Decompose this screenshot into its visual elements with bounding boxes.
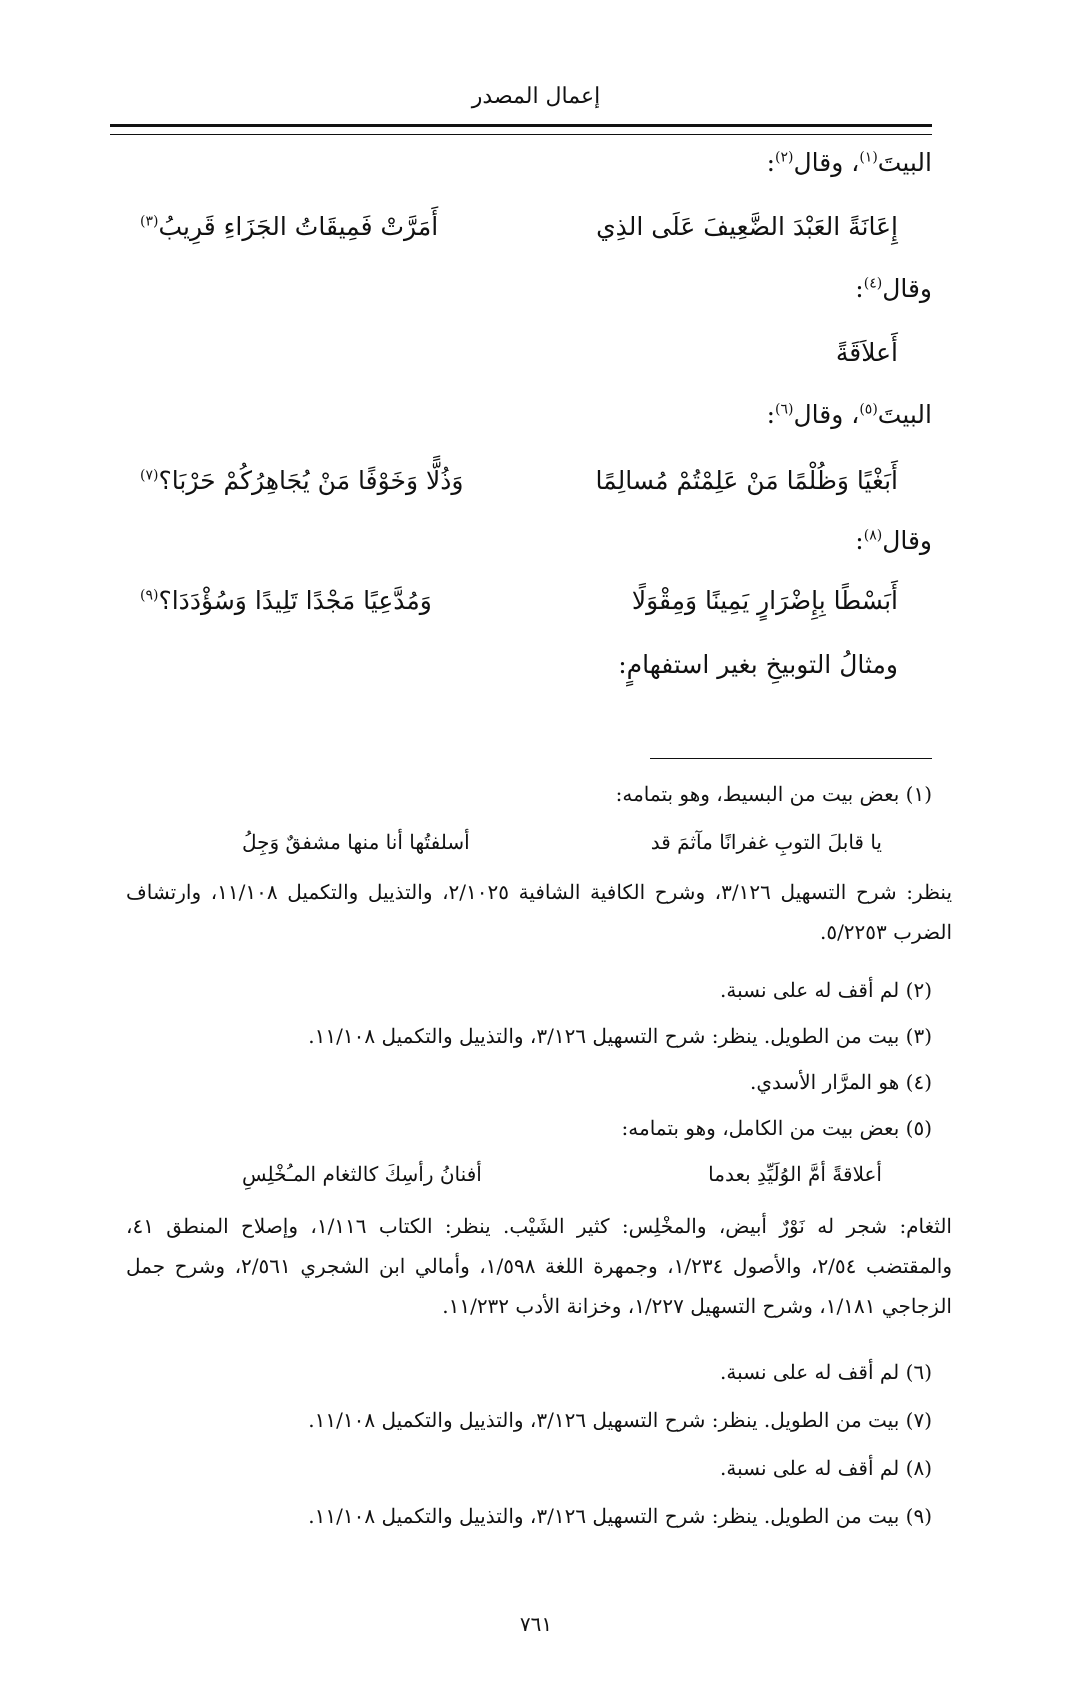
verse-1-first-hemistich: إِعَانَةً العَبْدَ الضَّعِيفَ عَلَى الذِي: [596, 212, 898, 241]
body-line-4: البيتَ$^{(٥)}$، وقال$^{(٦)}$:: [766, 400, 932, 429]
footnote-1-verse: [182, 830, 882, 860]
footnote-5: (٥) بعض بيت من الكامل، وهو بتمامه:: [621, 1116, 932, 1140]
verse-1: [140, 212, 932, 252]
footnote-marker: (١): [859, 149, 878, 166]
footnote-separator: [650, 758, 932, 759]
footnote-marker: (٩): [140, 587, 159, 604]
footnote-marker: (٣): [140, 213, 159, 230]
footnote-9: (٩) بيت من الطويل. ينظر: شرح التسهيل ٣/١٢٦، والتذييل والتكميل ١١/١٠٨.: [308, 1504, 932, 1528]
body-line-3: أَعلاَقَةً: [835, 338, 898, 367]
page-number: ٧٦١: [519, 1612, 553, 1636]
footnote-marker: (٦): [775, 401, 794, 418]
verse-2-first-hemistich: أَبَغْيًا وَظُلْمًا مَنْ عَلِمْتُمْ مُسالِمًا: [595, 466, 898, 495]
running-header: إعمال المصدر: [471, 84, 601, 109]
footnote-3: (٣) بيت من الطويل. ينظر: شرح التسهيل ٣/١٢٦، والتذييل والتكميل ١١/١٠٨.: [308, 1024, 932, 1048]
verse-2-second-hemistich: وَذُلًّا وَخَوْفًا مَنْ يُجَاهِرُكُمْ حَرْبَا؟$^{(٧)}$: [140, 466, 464, 495]
body-line-1: البيتَ$^{(١)}$، وقال$^{(٢)}$:: [766, 148, 932, 177]
verse-3-first-hemistich: أَبَسْطًا بِإِضْرَارٍ يَمِينًا وَمِقْوَلًا: [631, 586, 898, 615]
footnote-1: (١) بعض بيت من البسيط، وهو بتمامه:: [615, 782, 932, 806]
footnote-5-verse: [182, 1162, 882, 1192]
footnote-6: (٦) لم أقف له على نسبة.: [720, 1360, 932, 1384]
footnote-5-references: الثغام: شجر له نَوْرٌ أبيض، والمخْلِس: كثير الشَيْب. ينظر: الكتاب ١/١١٦، وإصلاح المنطق ٤١، والمقتضب ٢/٥٤، والأصول ١/٢٣٤، وجمهرة اللغة ١/٥٩٨، وأمالي ابن الشجري ٢/٥٦١، وشرح جمل الزجاجي ١/١٨١، وشرح التسهيل ١/٢٢٧، وخزانة الأدب ١١/٢٣٢.: [126, 1214, 952, 1318]
footnote-marker: (٧): [140, 467, 159, 484]
footnote-1-verse-first: يا قابلَ التوبِ غفرانًا مآثمَ قد: [650, 830, 882, 854]
footnote-1-references: ينظر: شرح التسهيل ٣/١٢٦، وشرح الكافية الشافية ٢/١٠٢٥، والتذييل والتكميل ١١/١٠٨، وارتشاف الضرب ٥/٢٢٥٣.: [126, 880, 953, 944]
verse-2: [140, 466, 932, 506]
footnote-7: (٧) بيت من الطويل. ينظر: شرح التسهيل ٣/١٢٦، والتذييل والتكميل ١١/١٠٨.: [308, 1408, 932, 1432]
header-rule-thin: [110, 134, 932, 135]
footnote-5-verse-second: أفنانُ رأسِكَ كالثغام المـُخْلِسِ: [242, 1162, 482, 1186]
body-line-2: وقال$^{(٤)}$:: [855, 274, 932, 303]
verse-1-second-hemistich: أَمَرَّتْ فَمِيقَاتُ الجَزَاءِ قَرِيبُ$^{(٣)}$: [140, 212, 439, 241]
footnote-4: (٤) هو المرَّار الأسدي.: [749, 1070, 932, 1094]
verse-3: [140, 586, 932, 626]
footnote-5-verse-first: أعلاقةً أمَّ الوُلَيِّدِ بعدما: [708, 1162, 882, 1186]
footnote-marker: (٤): [863, 275, 883, 292]
footnote-2: (٢) لم أقف له على نسبة.: [720, 978, 932, 1002]
footnote-8: (٨) لم أقف له على نسبة.: [720, 1456, 932, 1480]
body-line-5: وقال$^{(٨)}$:: [855, 526, 932, 555]
footnote-marker: (٨): [863, 527, 883, 544]
footnote-marker: (٢): [775, 149, 794, 166]
header-rule-thick: [110, 124, 932, 127]
footnote-1-verse-second: أسلفتُها أنا منها مشفقٌ وَجِلُ: [242, 830, 470, 854]
body-line-6: ومثالُ التوبيخِ بغير استفهامٍ:: [618, 650, 898, 679]
footnote-marker: (٥): [859, 401, 878, 418]
verse-3-second-hemistich: وَمُدَّعِيًا مَجْدًا تَلِيدًا وَسُؤْدَدَا؟$^{(٩)}$: [140, 586, 432, 615]
